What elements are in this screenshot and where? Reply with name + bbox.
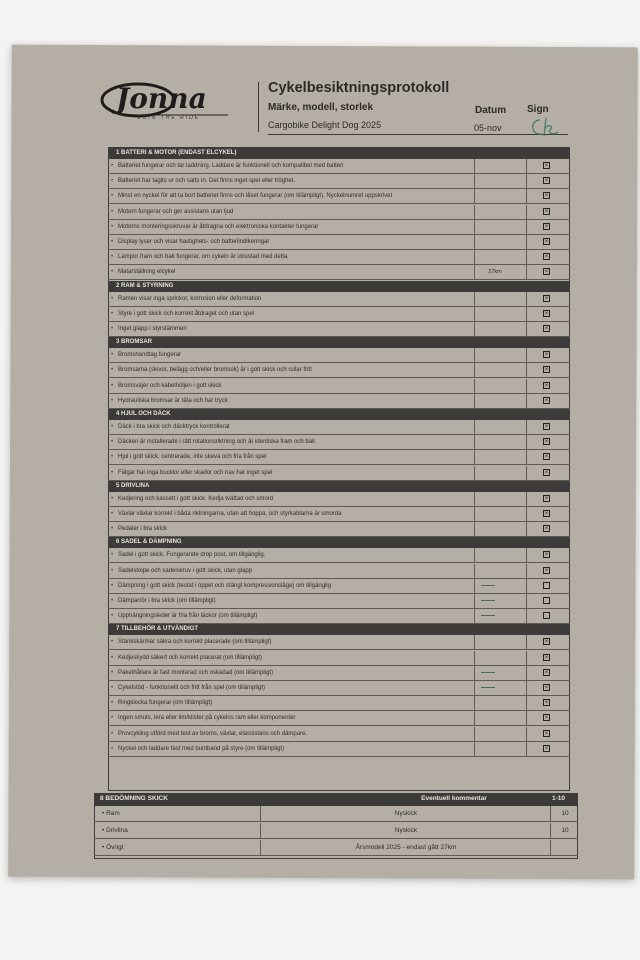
checklist-row bbox=[108, 307, 570, 322]
checklist-row bbox=[108, 548, 570, 563]
signature-image bbox=[526, 114, 562, 140]
bullet: • bbox=[111, 526, 114, 533]
checkbox[interactable]: × bbox=[544, 208, 549, 215]
checklist-text: Styre i gott skick och korrekt åtdraget och utan spel bbox=[118, 310, 255, 317]
check-cell bbox=[526, 548, 571, 562]
checkbox[interactable]: × bbox=[544, 269, 549, 276]
checklist-text: Matarställning elcykel bbox=[118, 269, 176, 276]
bullet: • bbox=[111, 700, 114, 707]
value-cell bbox=[474, 564, 515, 578]
checklist-row bbox=[108, 635, 570, 650]
value-cell bbox=[474, 507, 515, 521]
bullet: • bbox=[111, 439, 114, 446]
assessment-label: • Ram bbox=[102, 810, 120, 817]
checkbox[interactable] bbox=[543, 597, 550, 604]
value-cell bbox=[474, 174, 515, 188]
bullet: • bbox=[111, 669, 114, 676]
checklist-text: Provcykling utförd med test av broms, växlar, elassistans och dämpare. bbox=[118, 730, 308, 737]
checklist-text: Fälgar har inga bucklor eller skador och nav har inget spel bbox=[118, 469, 273, 476]
checklist-row bbox=[108, 666, 570, 681]
checkbox[interactable] bbox=[543, 612, 550, 619]
checklist-text: Stänkskärmar säkra och korrekt placerade (om tillämpligt) bbox=[118, 639, 272, 646]
check-cell bbox=[526, 492, 571, 506]
bullet: • bbox=[111, 598, 114, 604]
checklist-row bbox=[108, 522, 570, 537]
check-cell bbox=[526, 189, 571, 203]
checklist-row bbox=[108, 394, 570, 409]
checklist-row bbox=[108, 189, 570, 204]
checklist-text: Kedjering och kassett i gott skick. Kedja tvättad och smord bbox=[118, 495, 274, 502]
value-cell bbox=[474, 450, 515, 464]
bullet: • bbox=[111, 326, 114, 332]
final-section-header bbox=[94, 793, 578, 805]
value-cell bbox=[474, 292, 515, 306]
checklist-text: Display lyser och visar hastighets- och batteriindikeringar bbox=[118, 239, 270, 245]
checkbox[interactable]: × bbox=[544, 295, 549, 302]
checklist-row bbox=[108, 435, 570, 450]
value-cell bbox=[474, 307, 515, 321]
bullet: • bbox=[111, 582, 114, 589]
check-cell bbox=[526, 307, 571, 321]
check-cell bbox=[526, 727, 571, 741]
check-cell bbox=[526, 435, 571, 449]
check-cell bbox=[526, 522, 571, 536]
checklist-row bbox=[108, 711, 570, 726]
bullet: • bbox=[111, 269, 114, 276]
pen-mark bbox=[481, 585, 495, 586]
checkbox[interactable] bbox=[543, 582, 550, 589]
check-cell bbox=[526, 696, 571, 710]
value-cell bbox=[474, 635, 515, 649]
checklist-row bbox=[108, 235, 570, 250]
value-cell bbox=[474, 727, 515, 741]
checklist-row bbox=[108, 727, 570, 742]
value-cell bbox=[474, 548, 515, 562]
subtitle: Märke, modell, storlek bbox=[268, 102, 374, 113]
value-cell bbox=[474, 220, 515, 234]
bullet: • bbox=[111, 367, 114, 374]
checkbox[interactable]: × bbox=[544, 700, 549, 707]
pen-mark bbox=[481, 615, 495, 616]
section-header: 1 BATTERI & MOTOR (ENDAST ELCYKEL) bbox=[108, 148, 570, 159]
checklist-text: Hjul i gott skick, centrerade, inte skeva och fria från spel bbox=[118, 454, 267, 461]
checklist-text: Sadelstolpe och sadelskruv i gott skick, utan glapp bbox=[118, 567, 253, 574]
checklist-row bbox=[108, 420, 570, 435]
check-cell bbox=[526, 564, 571, 578]
checklist-row bbox=[108, 594, 570, 609]
checklist-row bbox=[108, 363, 570, 378]
checklist-text: Cykelstöd - funktionellt och fritt från spel (om tillämpligt) bbox=[118, 685, 266, 691]
checklist-row bbox=[108, 205, 570, 220]
bullet: • bbox=[111, 745, 114, 752]
checklist-row bbox=[108, 651, 570, 666]
checkbox[interactable]: × bbox=[544, 730, 549, 737]
bullet: • bbox=[111, 469, 114, 476]
checklist-text: Dämparrör i bra skick (om tillämpligt) bbox=[118, 598, 216, 604]
checkbox[interactable]: × bbox=[544, 239, 549, 245]
checklist-row bbox=[108, 379, 570, 394]
pen-mark bbox=[481, 687, 495, 688]
check-cell bbox=[526, 651, 571, 665]
bullet: • bbox=[111, 223, 114, 230]
checkbox[interactable]: × bbox=[544, 193, 549, 200]
page-title: Cykelbesiktningsprotokoll bbox=[268, 80, 450, 96]
checklist-text: Pedaler i bra skick bbox=[118, 526, 168, 533]
checklist-row bbox=[108, 466, 570, 481]
checklist-text: Motorns monteringsskruvar är åtdragna och elektroniska kontakter fungerar bbox=[118, 223, 319, 230]
checkbox[interactable]: × bbox=[544, 526, 549, 533]
checklist-text: Bromshandtag fungerar bbox=[118, 352, 182, 359]
assessment-label: • Drivlina bbox=[102, 827, 128, 834]
check-cell bbox=[526, 711, 571, 725]
value-cell bbox=[474, 348, 515, 362]
check-cell bbox=[526, 220, 571, 234]
assessment-score: 10 bbox=[550, 823, 579, 838]
check-cell bbox=[526, 379, 571, 393]
checkbox[interactable]: × bbox=[544, 223, 549, 230]
checklist-text: Bromsvajer och kabelhöljen i gott skick bbox=[118, 382, 222, 389]
bullet: • bbox=[111, 730, 114, 737]
assessment-score bbox=[550, 840, 579, 855]
checkbox[interactable]: × bbox=[544, 639, 549, 646]
bullet: • bbox=[111, 613, 114, 620]
checklist-text: Upphängningsleder är fria från läckor (om tillämpligt) bbox=[118, 613, 258, 620]
check-cell bbox=[526, 159, 571, 173]
bullet: • bbox=[111, 382, 114, 389]
checkbox[interactable]: × bbox=[544, 685, 549, 691]
check-cell bbox=[526, 265, 571, 279]
assessment-comment: Årsmodell 2025 - endast gått 27km bbox=[260, 840, 551, 855]
checklist-row bbox=[108, 681, 570, 696]
value-cell bbox=[474, 711, 515, 725]
checkbox[interactable]: × bbox=[544, 715, 549, 722]
assessment-score: 10 bbox=[550, 806, 579, 821]
section-header: 4 HJUL OCH DÄCK bbox=[108, 409, 570, 420]
checklist-text: Batteriet har tagits ur och satts in. Det finns inget spel eller tröghet. bbox=[118, 178, 296, 185]
checkbox[interactable]: × bbox=[544, 310, 549, 317]
checklist-row bbox=[108, 265, 570, 280]
check-cell bbox=[526, 507, 571, 521]
checkbox[interactable]: × bbox=[544, 454, 549, 461]
check-cell bbox=[526, 579, 571, 593]
checklist-row bbox=[108, 322, 570, 337]
value-cell bbox=[474, 666, 515, 680]
bullet: • bbox=[111, 567, 114, 574]
value-cell bbox=[474, 363, 515, 377]
checklist-text: Ramen visar inga sprickor, korrosion eller deformation bbox=[118, 295, 262, 302]
pen-mark bbox=[481, 600, 495, 601]
checkbox[interactable]: × bbox=[544, 254, 549, 261]
checklist-text: Däcken är installerade i rätt rotationsriktning och är identiska fram och bak bbox=[118, 439, 316, 446]
value-cell bbox=[474, 466, 515, 480]
check-cell bbox=[526, 250, 571, 264]
check-cell bbox=[526, 666, 571, 680]
checklist-row bbox=[108, 174, 570, 189]
checkbox[interactable]: × bbox=[544, 511, 549, 517]
header-divider bbox=[258, 82, 259, 132]
checklist-text: Minst en nyckel för att ta bort batteriet finns och låset fungerar (om tillämpligt). Nyckelnumret uppskrivet bbox=[118, 193, 393, 200]
jonna-logo bbox=[98, 80, 248, 130]
value-cell bbox=[474, 322, 515, 336]
checklist-row bbox=[108, 564, 570, 579]
check-cell bbox=[526, 466, 571, 480]
bullet: • bbox=[111, 310, 114, 317]
checklist-text: Däck i bra skick och däcktryck kontrollerat bbox=[118, 424, 230, 430]
value-cell bbox=[474, 235, 515, 249]
checkbox[interactable]: × bbox=[544, 424, 549, 430]
checklist-text: Motorn fungerar och ger assistans utan ljud bbox=[118, 208, 234, 215]
checklist-text: Ingen smuts, lera eller lim/klister på cykelns ram eller komponenter bbox=[118, 715, 296, 722]
checklist-text: Inget glapp i styrstämmen bbox=[118, 326, 187, 332]
checkbox[interactable]: × bbox=[544, 178, 549, 185]
header-underline bbox=[268, 134, 568, 135]
section-header: 7 TILLBEHÖR & UTVÄNDIGT bbox=[108, 624, 570, 635]
value-cell bbox=[474, 651, 515, 665]
value-cell bbox=[474, 492, 515, 506]
value-cell: 27km bbox=[474, 265, 515, 279]
checklist-text: Växlar växlar korrekt i båda riktningarna, utan att hoppa, och styrkablarna är smorda bbox=[118, 511, 342, 517]
checkbox[interactable]: × bbox=[544, 495, 549, 502]
check-cell bbox=[526, 635, 571, 649]
check-cell bbox=[526, 292, 571, 306]
checkbox[interactable]: × bbox=[544, 745, 549, 752]
checklist-row bbox=[108, 292, 570, 307]
value-cell bbox=[474, 420, 515, 434]
value-cell bbox=[474, 159, 515, 173]
check-cell bbox=[526, 681, 571, 695]
checkbox[interactable]: × bbox=[544, 382, 549, 389]
assessment-row bbox=[94, 806, 578, 822]
bullet: • bbox=[111, 254, 114, 261]
bullet: • bbox=[111, 685, 114, 691]
bullet: • bbox=[111, 495, 114, 502]
bullet: • bbox=[111, 239, 114, 245]
checkbox[interactable]: × bbox=[544, 439, 549, 446]
bullet: • bbox=[111, 511, 114, 517]
bullet: • bbox=[111, 639, 114, 646]
value-cell bbox=[474, 250, 515, 264]
final-title: 8 BEDÖMNING SKICK bbox=[100, 795, 168, 802]
check-cell bbox=[526, 420, 571, 434]
checklist-row bbox=[108, 450, 570, 465]
value-cell bbox=[474, 394, 515, 408]
section-header: 2 RAM & STYRNING bbox=[108, 281, 570, 292]
checklist-row bbox=[108, 609, 570, 624]
checkbox[interactable]: × bbox=[544, 367, 549, 374]
check-cell bbox=[526, 363, 571, 377]
checklist-text: Batteriet fungerar och tar laddning. Laddare är funktionell och kompatibel med batteri bbox=[118, 163, 344, 169]
checklist-text: Nyckel och laddare fast med buntband på styre (om tillämpligt) bbox=[118, 745, 285, 752]
bullet: • bbox=[111, 715, 114, 722]
value-cell bbox=[474, 594, 515, 608]
assessment-row bbox=[94, 823, 578, 839]
date-value: 05-nov bbox=[474, 123, 502, 133]
svg-text:Jonna: Jonna bbox=[116, 82, 207, 115]
checklist-row bbox=[108, 507, 570, 522]
checklist-text: Hydrauliska bromsar är täta och har tryck bbox=[118, 397, 228, 404]
check-cell bbox=[526, 450, 571, 464]
checklist-text: Bromsarna (skivor, belägg och/eller bromsok) är i gott skick och rullar fritt bbox=[118, 367, 312, 374]
checklist-row bbox=[108, 348, 570, 363]
checklist-text: Lampor fram och bak fungerar, om cykeln är utrustad med detta bbox=[118, 254, 288, 261]
logo-tagline: JOIN THE RIDE bbox=[138, 115, 201, 121]
checkbox[interactable]: × bbox=[544, 654, 549, 661]
checklist-row bbox=[108, 159, 570, 174]
comment-header: Eventuell kommentar bbox=[421, 795, 487, 802]
value-cell bbox=[474, 609, 515, 623]
value-cell bbox=[474, 742, 515, 756]
bullet: • bbox=[111, 178, 114, 185]
check-cell bbox=[526, 174, 571, 188]
checkbox[interactable]: × bbox=[544, 397, 549, 404]
checklist-row bbox=[108, 742, 570, 757]
bullet: • bbox=[111, 193, 114, 200]
pen-mark bbox=[481, 672, 495, 673]
checkbox[interactable]: × bbox=[544, 469, 549, 476]
check-cell bbox=[526, 322, 571, 336]
value-cell bbox=[474, 205, 515, 219]
value-cell bbox=[474, 522, 515, 536]
bullet: • bbox=[111, 424, 114, 430]
checklist-row bbox=[108, 696, 570, 711]
value-cell bbox=[474, 579, 515, 593]
checklist-row bbox=[108, 579, 570, 594]
assessment-label: • Övrigt bbox=[102, 844, 124, 851]
datum-label: Datum bbox=[475, 105, 507, 116]
checkbox[interactable]: × bbox=[544, 352, 549, 359]
checklist-text: Ringklocka fungerar (om tillämpligt) bbox=[118, 700, 213, 707]
checklist-row bbox=[108, 250, 570, 265]
bike-model: Cargobike Delight Dog 2025 bbox=[268, 120, 382, 130]
bullet: • bbox=[111, 163, 114, 169]
score-header: 1-10 bbox=[552, 795, 566, 802]
section-header: 6 SADEL & DÄMPNING bbox=[108, 537, 570, 548]
check-cell bbox=[526, 394, 571, 408]
assessment-comment: Nyskick bbox=[260, 823, 551, 838]
sign-label: Sign bbox=[527, 104, 549, 115]
bullet: • bbox=[111, 295, 114, 302]
bullet: • bbox=[111, 208, 114, 215]
checkbox[interactable]: × bbox=[544, 326, 549, 332]
checklist-row bbox=[108, 220, 570, 235]
bullet: • bbox=[111, 654, 114, 661]
checkbox[interactable]: × bbox=[544, 669, 549, 676]
value-cell bbox=[474, 379, 515, 393]
bullet: • bbox=[111, 397, 114, 404]
checklist-text: Sadel i gott skick. Fungerande drop post, om tillgänglig. bbox=[118, 552, 266, 559]
assessment-comment: Nyskick bbox=[260, 806, 551, 821]
value-cell bbox=[474, 435, 515, 449]
bullet: • bbox=[111, 552, 114, 559]
bullet: • bbox=[111, 352, 114, 359]
value-cell bbox=[474, 681, 515, 695]
check-cell bbox=[526, 594, 571, 608]
check-cell bbox=[526, 205, 571, 219]
checkbox[interactable]: × bbox=[544, 552, 549, 559]
checklist-text: Pakethållare är fast monterad och oskadad (om tillämpligt) bbox=[118, 669, 274, 676]
bullet: • bbox=[111, 454, 114, 461]
checklist-row bbox=[108, 492, 570, 507]
assessment-row bbox=[94, 840, 578, 856]
checklist-text: Dämpning i gott skick (testat i öppet och stängt kompressionsläge) om tillgänglig bbox=[118, 582, 332, 589]
check-cell bbox=[526, 348, 571, 362]
section-header: 5 DRIVLINA bbox=[108, 481, 570, 492]
checkbox[interactable]: × bbox=[544, 163, 549, 169]
value-cell bbox=[474, 189, 515, 203]
section-header: 3 BROMSAR bbox=[108, 337, 570, 348]
checkbox[interactable]: × bbox=[544, 567, 549, 574]
value-cell bbox=[474, 696, 515, 710]
check-cell bbox=[526, 742, 571, 756]
check-cell bbox=[526, 235, 571, 249]
check-cell bbox=[526, 609, 571, 623]
checklist-text: Kedjeskydd säkert och korrekt placerat (om tillämpligt) bbox=[118, 654, 263, 661]
